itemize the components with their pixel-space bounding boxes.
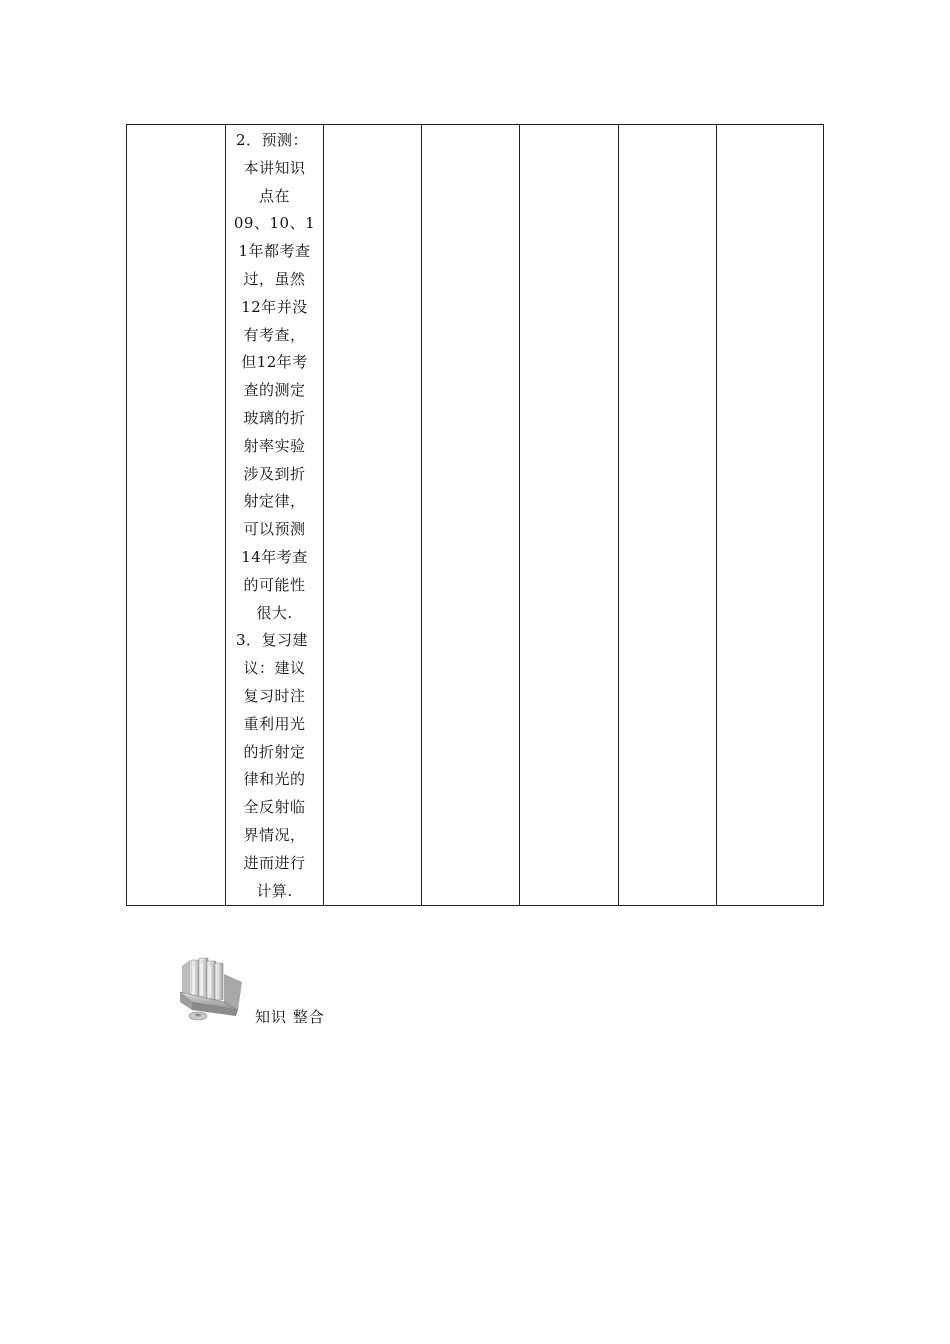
text-line: 复习时注 — [243, 686, 306, 705]
text-line: 的可能性 — [243, 575, 306, 594]
text-line: 12年并没 — [241, 297, 308, 316]
table-cell-empty — [127, 125, 226, 906]
text-line: 全反射临 — [243, 798, 306, 817]
text-line: 点在 — [258, 186, 290, 205]
text-line: 本讲知识 — [243, 158, 306, 177]
table-cell-empty — [324, 125, 422, 906]
table-cell-empty — [422, 125, 520, 906]
books-in-box-icon — [176, 952, 248, 1024]
knowledge-integration-heading — [176, 952, 396, 1027]
table-cell-empty — [520, 125, 619, 906]
table-cell-empty — [619, 125, 717, 906]
table-row — [127, 125, 824, 906]
text-line: 议：建议 — [243, 659, 306, 678]
text-line: 1年都考查 — [238, 242, 311, 261]
text-line: 查的测定 — [243, 381, 306, 400]
text-line: 重利用光 — [243, 714, 306, 733]
text-line: 过，虽然 — [243, 269, 306, 288]
text-line: 很大. — [256, 603, 293, 622]
text-line: 射率实验 — [243, 436, 306, 455]
table-cell-empty — [717, 125, 824, 906]
text-line: 有考查， — [243, 325, 306, 344]
text-line: 涉及到折 — [243, 464, 306, 483]
text-line: 射定律， — [243, 492, 306, 511]
text-line: 14年考查 — [241, 547, 308, 566]
text-line: 律和光的 — [243, 770, 306, 789]
text-line: 计算. — [256, 881, 293, 900]
text-line: 的折射定 — [243, 742, 306, 761]
text-line: 3．复习建 — [236, 631, 309, 650]
content-table — [126, 124, 824, 906]
text-line: 玻璃的折 — [243, 408, 306, 427]
text-line: 但12年考 — [241, 353, 308, 372]
text-line: 界情况， — [243, 825, 306, 844]
text-line: 可以预测 — [243, 520, 306, 539]
notes-text — [226, 125, 323, 905]
text-line: 进而进行 — [243, 853, 306, 872]
section-title: 知识 整合 — [255, 1008, 325, 1026]
text-line: 2．预测： — [236, 131, 309, 149]
text-line: 09、10、1 — [233, 214, 316, 233]
table-cell-notes — [226, 125, 324, 906]
